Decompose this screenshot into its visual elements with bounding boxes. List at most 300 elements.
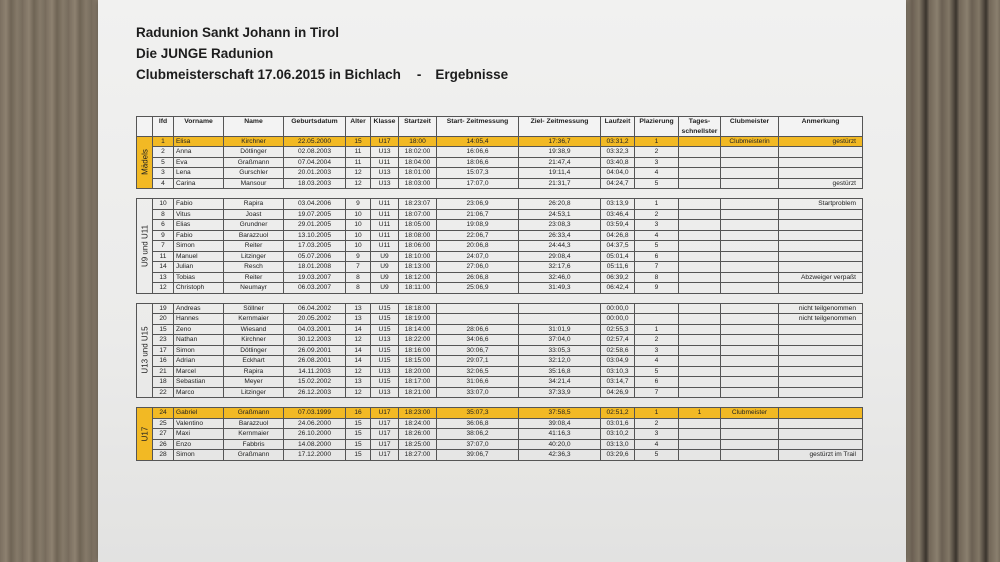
cell-lfd: 8 (153, 209, 174, 220)
event-name: Clubmeisterschaft 17.06.2015 in Bichlach (136, 67, 401, 82)
group-label-text: U13 und U15 (140, 326, 149, 374)
cell-startzeit: 18:23:00 (399, 408, 437, 419)
cell-name: Wiesand (224, 324, 284, 335)
table-row (137, 356, 863, 367)
cell-clubmeister (721, 157, 779, 168)
cell-plazierung: 4 (635, 168, 679, 179)
table-row (137, 209, 863, 220)
cell-startzeit: 18:01:00 (399, 168, 437, 179)
cell-klasse: U11 (371, 209, 399, 220)
cell-plazierung: 1 (635, 136, 679, 147)
cell-geburtsdatum: 26.12.2003 (284, 387, 346, 398)
cell-alter: 14 (346, 345, 371, 356)
cell-laufzeit: 02:55,3 (601, 324, 635, 335)
cell-laufzeit: 03:31,2 (601, 136, 635, 147)
cell-ziel-zeitmessung (519, 314, 601, 325)
cell-tagesschnellster (679, 147, 721, 158)
cell-anmerkung (779, 418, 863, 429)
cell-geburtsdatum: 03.04.2006 (284, 199, 346, 210)
cell-laufzeit: 04:26,9 (601, 387, 635, 398)
cell-klasse: U11 (371, 230, 399, 241)
cell-vorname: Nathan (174, 335, 224, 346)
cell-geburtsdatum: 29.01.2005 (284, 220, 346, 231)
cell-name: Neumayr (224, 283, 284, 294)
cell-tagesschnellster (679, 220, 721, 231)
cell-ziel-zeitmessung: 32:17,6 (519, 262, 601, 273)
cell-alter: 10 (346, 230, 371, 241)
col-plazierung: Plazierung (635, 117, 679, 127)
cell-vorname: Gabriel (174, 408, 224, 419)
header-row-second (137, 127, 863, 137)
cell-lfd: 2 (153, 147, 174, 158)
cell-startzeit: 18:12:00 (399, 272, 437, 283)
cell-alter: 7 (346, 262, 371, 273)
cell-klasse: U15 (371, 303, 399, 314)
cell-name: Resch (224, 262, 284, 273)
cell-lfd: 20 (153, 314, 174, 325)
cell-laufzeit: 03:10,2 (601, 429, 635, 440)
cell-anmerkung (779, 408, 863, 419)
cell-lfd: 28 (153, 450, 174, 461)
cell-lfd: 10 (153, 199, 174, 210)
cell-ziel-zeitmessung: 37:04,0 (519, 335, 601, 346)
cell-startzeit: 18:26:00 (399, 429, 437, 440)
cell-laufzeit: 03:01,6 (601, 418, 635, 429)
cell-startzeit: 18:13:00 (399, 262, 437, 273)
cell-startzeit: 18:24:00 (399, 418, 437, 429)
cell-alter: 11 (346, 147, 371, 158)
cell-alter: 13 (346, 314, 371, 325)
cell-ziel-zeitmessung: 39:08,4 (519, 418, 601, 429)
cell-plazierung: 1 (635, 324, 679, 335)
cell-geburtsdatum: 07.03.1999 (284, 408, 346, 419)
cell-clubmeister (721, 377, 779, 388)
cell-start-zeitmessung: 26:06,8 (437, 272, 519, 283)
cell-start-zeitmessung: 21:06,7 (437, 209, 519, 220)
cell-anmerkung (779, 439, 863, 450)
cell-clubmeister (721, 262, 779, 273)
cell-tagesschnellster (679, 450, 721, 461)
cell-geburtsdatum: 07.04.2004 (284, 157, 346, 168)
cell-clubmeister (721, 366, 779, 377)
cell-plazierung: 2 (635, 209, 679, 220)
cell-lfd: 24 (153, 408, 174, 419)
cell-alter: 15 (346, 136, 371, 147)
cell-klasse: U9 (371, 283, 399, 294)
cell-name: Kirchner (224, 335, 284, 346)
group-label (137, 408, 153, 461)
cell-plazierung: 4 (635, 230, 679, 241)
cell-ziel-zeitmessung: 21:47,4 (519, 157, 601, 168)
table-row (137, 387, 863, 398)
wooden-board-left (0, 0, 105, 562)
cell-vorname: Elias (174, 220, 224, 231)
cell-lfd: 23 (153, 335, 174, 346)
cell-start-zeitmessung: 30:06,7 (437, 345, 519, 356)
cell-laufzeit: 03:13,9 (601, 199, 635, 210)
cell-name: Mansour (224, 178, 284, 189)
col-alter: Alter (346, 117, 371, 127)
cell-geburtsdatum: 26.10.2000 (284, 429, 346, 440)
cell-vorname: Manuel (174, 251, 224, 262)
cell-alter: 8 (346, 283, 371, 294)
cell-lfd: 25 (153, 418, 174, 429)
cell-name: Rapira (224, 199, 284, 210)
cell-plazierung: 8 (635, 272, 679, 283)
cell-anmerkung (779, 262, 863, 273)
cell-tagesschnellster (679, 230, 721, 241)
cell-klasse: U15 (371, 377, 399, 388)
cell-clubmeister (721, 324, 779, 335)
cell-geburtsdatum: 30.12.2003 (284, 335, 346, 346)
cell-name: Söllner (224, 303, 284, 314)
cell-ziel-zeitmessung: 37:33,9 (519, 387, 601, 398)
cell-tagesschnellster (679, 366, 721, 377)
cell-plazierung: 9 (635, 283, 679, 294)
cell-laufzeit: 06:42,4 (601, 283, 635, 294)
cell-lfd: 1 (153, 136, 174, 147)
cell-startzeit: 18:17:00 (399, 377, 437, 388)
cell-geburtsdatum: 26.09.2001 (284, 345, 346, 356)
cell-plazierung (635, 303, 679, 314)
cell-startzeit: 18:20:00 (399, 366, 437, 377)
cell-startzeit: 18:18:00 (399, 303, 437, 314)
cell-tagesschnellster (679, 418, 721, 429)
cell-geburtsdatum: 22.05.2000 (284, 136, 346, 147)
cell-name: Reiter (224, 272, 284, 283)
cell-clubmeister (721, 345, 779, 356)
cell-laufzeit: 04:04,0 (601, 168, 635, 179)
cell-anmerkung (779, 251, 863, 262)
cell-alter: 8 (346, 272, 371, 283)
cell-clubmeister (721, 439, 779, 450)
cell-ziel-zeitmessung: 24:44,3 (519, 241, 601, 252)
cell-plazierung (635, 314, 679, 325)
cell-alter: 16 (346, 408, 371, 419)
cell-alter: 12 (346, 366, 371, 377)
col-startzeit: Startzeit (399, 117, 437, 127)
cell-clubmeister (721, 314, 779, 325)
cell-vorname: Fabio (174, 199, 224, 210)
cell-ziel-zeitmessung (519, 303, 601, 314)
cell-name: Barazzuol (224, 418, 284, 429)
cell-laufzeit: 04:37,5 (601, 241, 635, 252)
cell-tagesschnellster (679, 241, 721, 252)
cell-tagesschnellster (679, 251, 721, 262)
cell-anmerkung: nicht teilgenommen (779, 303, 863, 314)
cell-lfd: 27 (153, 429, 174, 440)
cell-vorname: Christoph (174, 283, 224, 294)
cell-tagesschnellster (679, 356, 721, 367)
cell-name: Rapira (224, 366, 284, 377)
cell-tagesschnellster (679, 168, 721, 179)
cell-geburtsdatum: 15.02.2002 (284, 377, 346, 388)
cell-vorname: Hannes (174, 314, 224, 325)
cell-anmerkung: gestürzt (779, 178, 863, 189)
cell-alter: 12 (346, 335, 371, 346)
cell-startzeit: 18:05:00 (399, 220, 437, 231)
club-name: Radunion Sankt Johann in Tirol (136, 25, 340, 40)
cell-vorname: Carina (174, 178, 224, 189)
cell-lfd: 16 (153, 356, 174, 367)
cell-lfd: 14 (153, 262, 174, 273)
cell-lfd: 9 (153, 230, 174, 241)
cell-lfd: 3 (153, 168, 174, 179)
cell-plazierung: 4 (635, 439, 679, 450)
cell-lfd: 12 (153, 283, 174, 294)
cell-geburtsdatum: 18.03.2003 (284, 178, 346, 189)
cell-klasse: U15 (371, 314, 399, 325)
cell-plazierung: 5 (635, 450, 679, 461)
cell-clubmeister (721, 335, 779, 346)
cell-klasse: U11 (371, 241, 399, 252)
cell-vorname: Simon (174, 450, 224, 461)
cell-alter: 13 (346, 377, 371, 388)
group-spacer (137, 398, 863, 408)
cell-laufzeit: 05:11,6 (601, 262, 635, 273)
cell-clubmeister: Clubmeisterin (721, 136, 779, 147)
cell-tagesschnellster (679, 324, 721, 335)
header-row (137, 117, 863, 127)
cell-vorname: Anna (174, 147, 224, 158)
group-label (137, 136, 153, 189)
results-body (137, 136, 863, 460)
cell-clubmeister (721, 450, 779, 461)
cell-plazierung: 7 (635, 262, 679, 273)
cell-laufzeit: 03:46,4 (601, 209, 635, 220)
cell-start-zeitmessung: 38:06,2 (437, 429, 519, 440)
cell-geburtsdatum: 13.10.2005 (284, 230, 346, 241)
cell-anmerkung (779, 387, 863, 398)
col-vorname: Vorname (174, 117, 224, 127)
cell-anmerkung: nicht teilgenommen (779, 314, 863, 325)
cell-alter: 13 (346, 303, 371, 314)
results-table (136, 116, 863, 461)
table-row (137, 408, 863, 419)
col-geburtsdatum: Geburtsdatum (284, 117, 346, 127)
cell-clubmeister (721, 283, 779, 294)
cell-plazierung: 3 (635, 345, 679, 356)
cell-start-zeitmessung: 18:06,6 (437, 157, 519, 168)
cell-geburtsdatum: 05.07.2006 (284, 251, 346, 262)
cell-vorname: Simon (174, 241, 224, 252)
cell-lfd: 7 (153, 241, 174, 252)
cell-name: Eckhart (224, 356, 284, 367)
col-lfd: lfd (153, 117, 174, 127)
cell-alter: 15 (346, 439, 371, 450)
cell-plazierung: 3 (635, 157, 679, 168)
cell-ziel-zeitmessung: 17:36,7 (519, 136, 601, 147)
table-row (137, 377, 863, 388)
cell-vorname: Eva (174, 157, 224, 168)
col-schnellster: schnellster (679, 127, 721, 137)
cell-vorname: Enzo (174, 439, 224, 450)
cell-clubmeister (721, 178, 779, 189)
cell-startzeit: 18:11:00 (399, 283, 437, 294)
cell-lfd: 6 (153, 220, 174, 231)
cell-vorname: Adrian (174, 356, 224, 367)
cell-startzeit: 18:27:00 (399, 450, 437, 461)
cell-geburtsdatum: 17.12.2000 (284, 450, 346, 461)
cell-clubmeister (721, 199, 779, 210)
cell-startzeit: 18:19:00 (399, 314, 437, 325)
cell-start-zeitmessung: 28:06,6 (437, 324, 519, 335)
cell-start-zeitmessung: 31:06,6 (437, 377, 519, 388)
cell-start-zeitmessung: 32:06,5 (437, 366, 519, 377)
cell-ziel-zeitmessung: 26:20,8 (519, 199, 601, 210)
cell-alter: 15 (346, 450, 371, 461)
cell-vorname: Elisa (174, 136, 224, 147)
cell-startzeit: 18:10:00 (399, 251, 437, 262)
cell-plazierung: 6 (635, 377, 679, 388)
cell-alter: 9 (346, 251, 371, 262)
cell-lfd: 11 (153, 251, 174, 262)
cell-lfd: 19 (153, 303, 174, 314)
cell-geburtsdatum: 14.08.2000 (284, 439, 346, 450)
cell-laufzeit: 03:29,6 (601, 450, 635, 461)
cell-ziel-zeitmessung: 37:58,5 (519, 408, 601, 419)
cell-laufzeit: 05:01,4 (601, 251, 635, 262)
cell-klasse: U17 (371, 418, 399, 429)
cell-plazierung: 7 (635, 387, 679, 398)
cell-vorname: Lena (174, 168, 224, 179)
cell-clubmeister: Clubmeister (721, 408, 779, 419)
cell-startzeit: 18:21:00 (399, 387, 437, 398)
cell-vorname: Zeno (174, 324, 224, 335)
col-clubmeister: Clubmeister (721, 117, 779, 127)
cell-tagesschnellster (679, 178, 721, 189)
col-laufzeit: Laufzeit (601, 117, 635, 127)
cell-geburtsdatum: 18.01.2008 (284, 262, 346, 273)
cell-geburtsdatum: 14.11.2003 (284, 366, 346, 377)
cell-geburtsdatum: 02.08.2003 (284, 147, 346, 158)
cell-vorname: Andreas (174, 303, 224, 314)
col-ziel-zeitmessung: Ziel- Zeitmessung (519, 117, 601, 127)
table-row (137, 314, 863, 325)
cell-lfd: 13 (153, 272, 174, 283)
table-row (137, 157, 863, 168)
cell-lfd: 15 (153, 324, 174, 335)
cell-anmerkung (779, 324, 863, 335)
table-row (137, 136, 863, 147)
cell-startzeit: 18:14:00 (399, 324, 437, 335)
table-row (137, 439, 863, 450)
cell-startzeit: 18:04:00 (399, 157, 437, 168)
cell-anmerkung (779, 345, 863, 356)
cell-klasse: U17 (371, 136, 399, 147)
cell-start-zeitmessung (437, 314, 519, 325)
sheet-heading (136, 22, 508, 85)
cell-startzeit: 18:23:07 (399, 199, 437, 210)
table-row (137, 366, 863, 377)
cell-startzeit: 18:06:00 (399, 241, 437, 252)
group-label-text: Mädels (140, 149, 149, 176)
cell-laufzeit: 03:40,8 (601, 157, 635, 168)
cell-laufzeit: 03:04,9 (601, 356, 635, 367)
cell-geburtsdatum: 24.06.2000 (284, 418, 346, 429)
cell-anmerkung (779, 335, 863, 346)
cell-klasse: U15 (371, 345, 399, 356)
cell-start-zeitmessung: 35:07,3 (437, 408, 519, 419)
cell-vorname: Tobias (174, 272, 224, 283)
cell-ziel-zeitmessung: 40:20,0 (519, 439, 601, 450)
cell-start-zeitmessung: 34:06,6 (437, 335, 519, 346)
cell-tagesschnellster: 1 (679, 408, 721, 419)
cell-laufzeit: 03:32,3 (601, 147, 635, 158)
cell-tagesschnellster (679, 199, 721, 210)
cell-ziel-zeitmessung: 41:16,3 (519, 429, 601, 440)
cell-anmerkung (779, 366, 863, 377)
cell-tagesschnellster (679, 387, 721, 398)
cell-start-zeitmessung: 14:05,4 (437, 136, 519, 147)
cell-start-zeitmessung: 23:06,9 (437, 199, 519, 210)
cell-clubmeister (721, 251, 779, 262)
cell-vorname: Sebastian (174, 377, 224, 388)
cell-tagesschnellster (679, 335, 721, 346)
cell-ziel-zeitmessung: 34:21,4 (519, 377, 601, 388)
group-label-text: U17 (140, 426, 149, 442)
cell-klasse: U11 (371, 157, 399, 168)
cell-klasse: U11 (371, 199, 399, 210)
cell-laufzeit: 04:24,7 (601, 178, 635, 189)
table-row (137, 429, 863, 440)
table-row (137, 450, 863, 461)
cell-klasse: U13 (371, 178, 399, 189)
table-row (137, 262, 863, 273)
cell-anmerkung (779, 230, 863, 241)
cell-alter: 12 (346, 387, 371, 398)
cell-clubmeister (721, 429, 779, 440)
cell-vorname: Marcel (174, 366, 224, 377)
cell-name: Reiter (224, 241, 284, 252)
cell-geburtsdatum: 20.01.2003 (284, 168, 346, 179)
cell-tagesschnellster (679, 439, 721, 450)
cell-plazierung: 5 (635, 178, 679, 189)
cell-start-zeitmessung: 24:07,0 (437, 251, 519, 262)
cell-name: Joast (224, 209, 284, 220)
group-label-text: U9 und U11 (140, 224, 149, 267)
cell-ziel-zeitmessung: 29:08,4 (519, 251, 601, 262)
cell-ziel-zeitmessung: 35:16,8 (519, 366, 601, 377)
table-row (137, 345, 863, 356)
wooden-board-right (900, 0, 1000, 562)
cell-start-zeitmessung: 22:06,7 (437, 230, 519, 241)
cell-clubmeister (721, 387, 779, 398)
cell-laufzeit: 04:26,8 (601, 230, 635, 241)
cell-laufzeit: 02:58,6 (601, 345, 635, 356)
cell-laufzeit: 06:39,2 (601, 272, 635, 283)
cell-plazierung: 1 (635, 408, 679, 419)
cell-ziel-zeitmessung: 31:49,3 (519, 283, 601, 294)
cell-ziel-zeitmessung: 33:05,3 (519, 345, 601, 356)
cell-alter: 15 (346, 418, 371, 429)
col-start-zeitmessung: Start- Zeitmessung (437, 117, 519, 127)
cell-plazierung: 2 (635, 335, 679, 346)
group-spacer (137, 293, 863, 303)
cell-start-zeitmessung: 37:07,0 (437, 439, 519, 450)
cell-tagesschnellster (679, 136, 721, 147)
cell-klasse: U9 (371, 272, 399, 283)
cell-anmerkung: gestürzt (779, 136, 863, 147)
cell-anmerkung (779, 283, 863, 294)
col-anmerkung: Anmerkung (779, 117, 863, 127)
cell-ziel-zeitmessung: 19:11,4 (519, 168, 601, 179)
cell-ziel-zeitmessung: 19:38,9 (519, 147, 601, 158)
cell-lfd: 21 (153, 366, 174, 377)
cell-ziel-zeitmessung: 32:12,0 (519, 356, 601, 367)
cell-name: Dötlinger (224, 345, 284, 356)
cell-alter: 9 (346, 199, 371, 210)
